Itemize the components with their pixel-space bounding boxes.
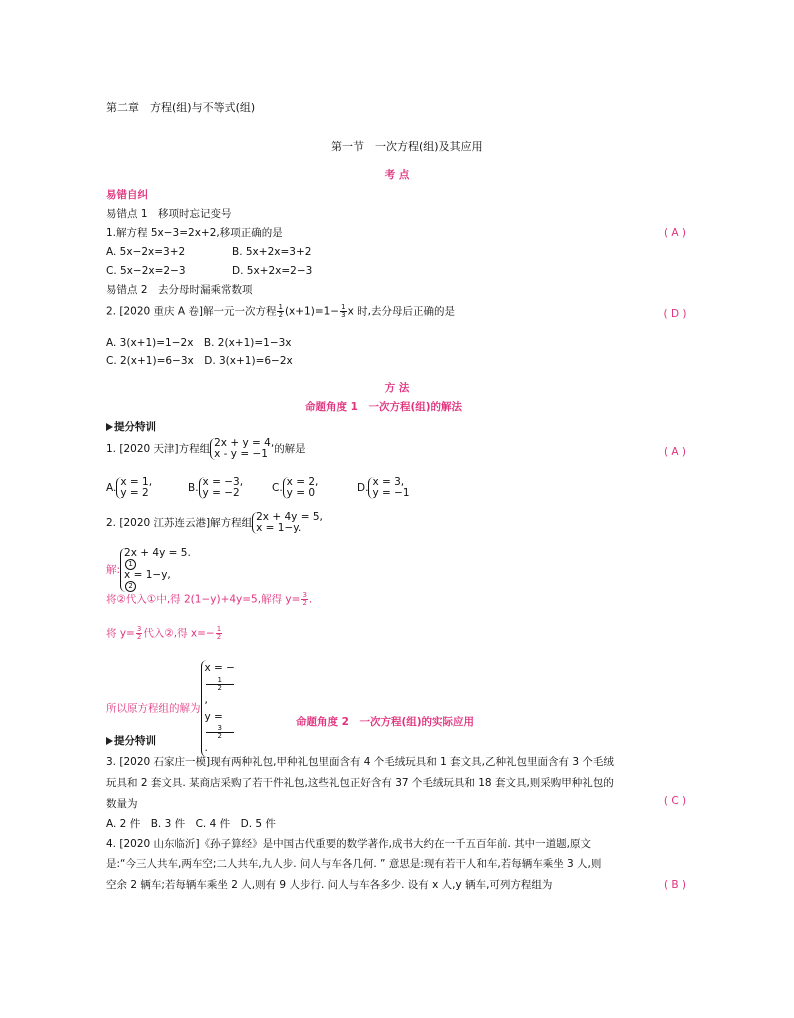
q1-option-a: A. 5x−2x=3+2: [106, 246, 186, 258]
q1-option-c: C. 5x−2x=2−3: [106, 265, 186, 277]
solution-system: 解: 2x + 4y = 5. 1 x = 1−y, 2: [106, 547, 191, 591]
triangle-icon: [106, 737, 113, 745]
triangle-icon: [106, 423, 113, 431]
q5-answer: ( C ): [663, 795, 687, 807]
fraction-half: $\frac{1}{2}$: [278, 303, 283, 319]
q6-line-1: 4. [2020 山东临沂]《孙子算经》是中国古代重要的数学著作,成书大约在一千五百年前. 其中一道题,原文: [106, 838, 591, 850]
yicuo-heading: 易错自纠: [106, 189, 148, 201]
q5-options: A. 2 件 B. 3 件 C. 4 件 D. 5 件: [106, 818, 276, 830]
q6-line-2: 是:“今三人共车,两车空;二人共车,九人步. 问人与车各几何. ” 意思是:现有若干人和车,若每辆车乘坐 3 人,则: [106, 858, 602, 870]
chapter-title: 第二章 方程(组)与不等式(组): [106, 101, 256, 114]
section-title: 第一节 一次方程(组)及其应用: [331, 140, 483, 153]
q3-option-a: A. x = 1, y = 2: [106, 476, 153, 500]
q3-option-c: C. x = 2, y = 0: [272, 476, 319, 500]
solution-step-2: 将 y= $\frac{3}{2}$ 代入②,得 x=− $\frac{1}{2}$: [106, 625, 222, 641]
tisheng-label-2: 提分特训: [106, 735, 156, 748]
q5-line-2: 玩具和 2 套文具. 某商店采购了若干件礼包,这些礼包正好含有 37 个毛绒玩具和 18 套文具,则采购甲种礼包的: [106, 777, 614, 789]
error-point-1: 易错点 1 移项时忘记变号: [106, 208, 232, 220]
q1-stem: 1.解方程 5x−3=2x+2,移项正确的是: [106, 227, 283, 239]
q2-stem: 2. [2020 重庆 A 卷]解一元一次方程 $\frac{1}{2}$ (x+1)=1− $\frac{1}{3}$ x 时,去分母后正确的是: [106, 303, 455, 319]
q5-line-1: 3. [2020 石家庄一模]现有两种礼包,甲种礼包里面含有 4 个毛绒玩具和 1 套文具,乙种礼包里面含有 3 个毛绒: [106, 756, 614, 768]
q4-stem: 2. [2020 江苏连云港]解方程组 2x + 4y = 5, x = 1−y.: [106, 511, 323, 535]
solution-step-1: 将②代入①中,得 2(1−y)+4y=5,解得 y= $\frac{3}{2}$ .: [106, 591, 313, 607]
angle-1-heading: 命题角度 1 一次方程(组)的解法: [305, 401, 463, 413]
tisheng-label-1: 提分特训: [106, 421, 156, 434]
fangfa-heading: 方 法: [384, 382, 410, 394]
q5-line-3: 数量为: [106, 798, 138, 810]
q3-stem: 1. [2020 天津]方程组 2x + y = 4, x - y = −1 的解是: [106, 437, 306, 461]
error-point-2: 易错点 2 去分母时漏乘常数项: [106, 284, 253, 296]
q3-answer: ( A ): [663, 446, 687, 458]
q2-options-ab: A. 3(x+1)=1−2x B. 2(x+1)=1−3x: [106, 337, 292, 349]
q6-answer: ( B ): [663, 879, 687, 891]
q3-option-d: D. x = 3, y = −1: [357, 476, 410, 500]
solution-final: 所以原方程组的解为 x = − 1 2 , y = 3 2 .: [106, 660, 235, 757]
kaodian-heading: 考 点: [384, 169, 410, 181]
q1-option-d: D. 5x+2x=2−3: [232, 265, 313, 277]
q3-option-b: B. x = −3, y = −2: [188, 476, 244, 500]
q2-answer: ( D ): [663, 308, 687, 320]
q2-options-cd: C. 2(x+1)=6−3x D. 3(x+1)=6−2x: [106, 355, 293, 367]
q1-option-b: B. 5x+2x=3+2: [232, 246, 312, 258]
angle-2-heading: 命题角度 2 一次方程(组)的实际应用: [296, 716, 475, 728]
q6-line-3: 空余 2 辆车;若每辆车乘坐 2 人,则有 9 人步行. 问人与车各多少. 设有 x 人,y 辆车,可列方程组为: [106, 879, 553, 891]
q1-answer: ( A ): [663, 227, 687, 239]
fraction-third: $\frac{1}{3}$: [341, 303, 346, 319]
equation-system: 2x + y = 4, x - y = −1: [210, 438, 274, 460]
